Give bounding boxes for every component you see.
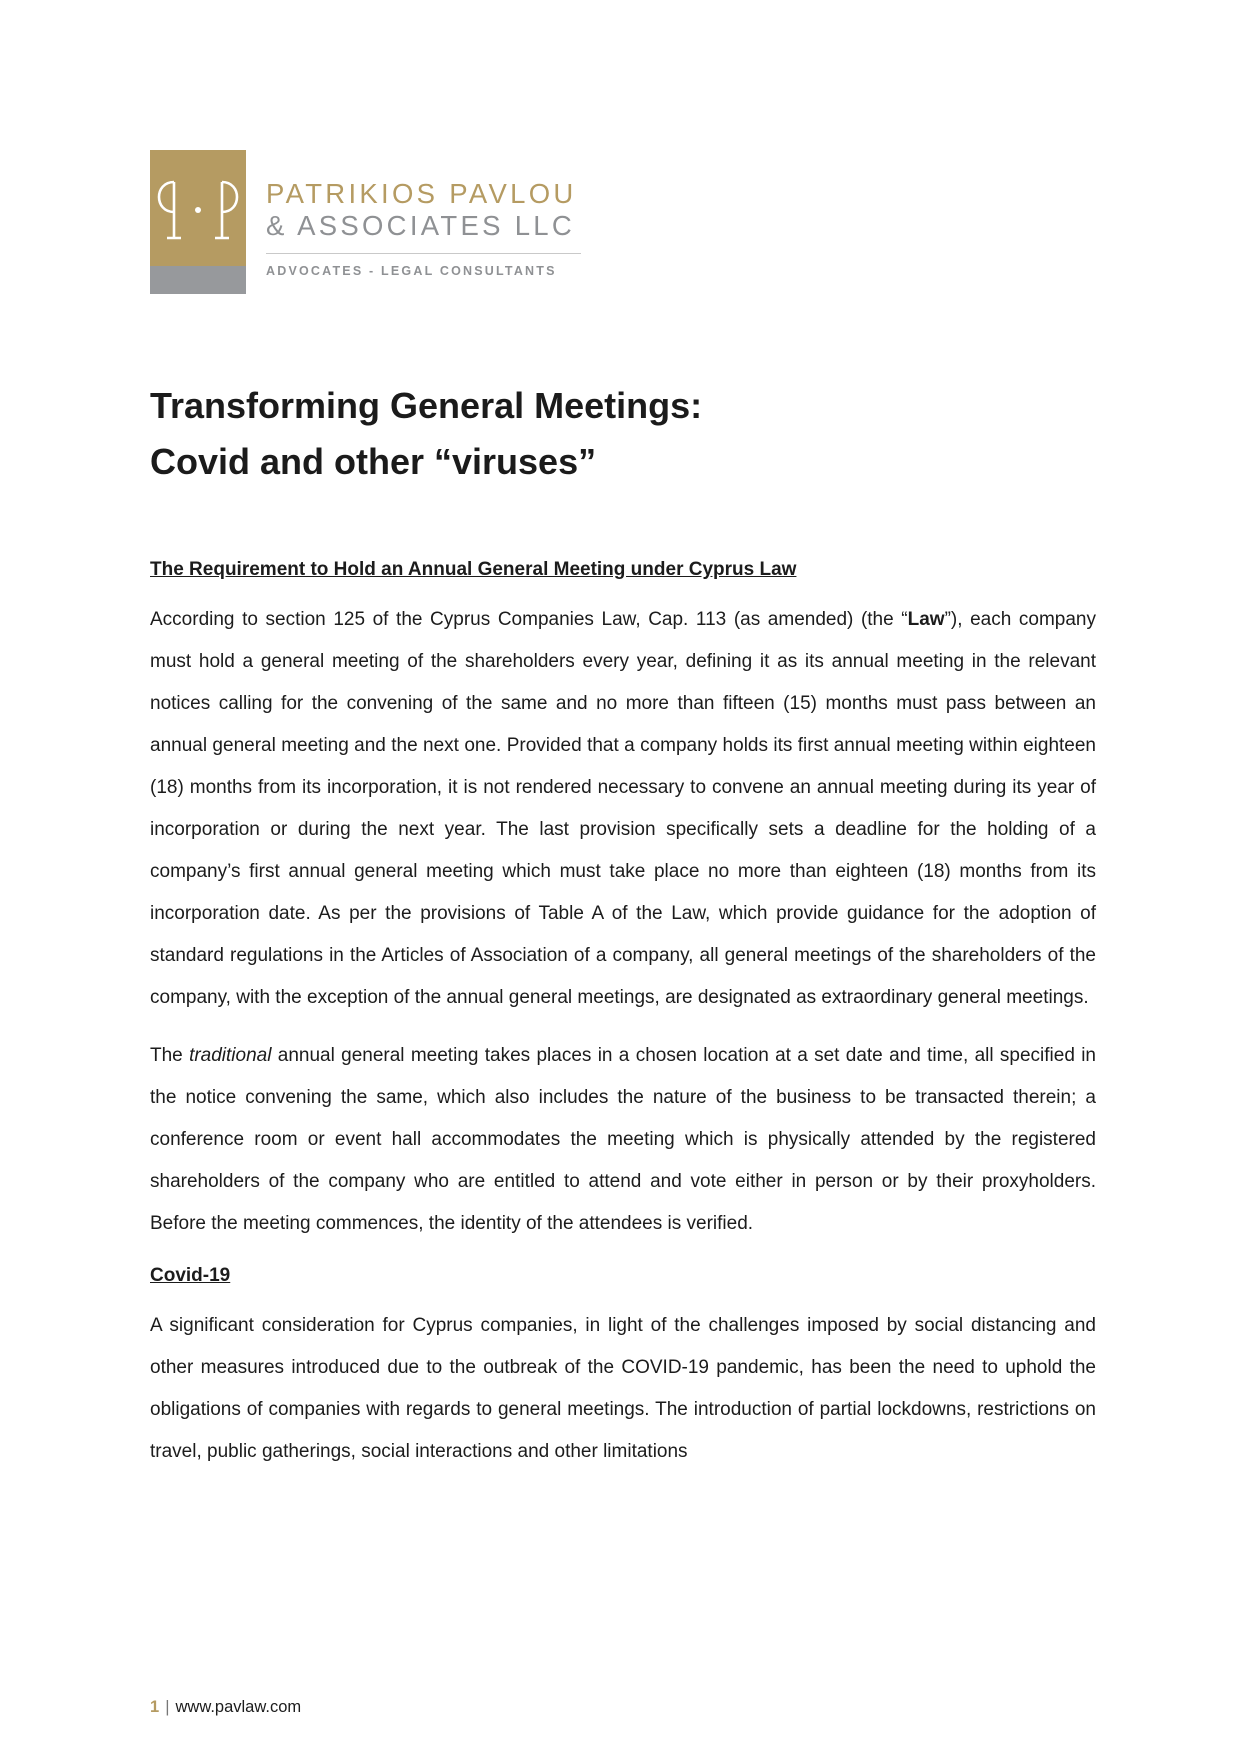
footer-website-link[interactable]: www.pavlaw.com: [175, 1698, 302, 1716]
paragraph-traditional-agm: [150, 1035, 1096, 1245]
section-heading-covid: Covid-19: [150, 1265, 231, 1286]
paragraph-section125: [150, 599, 1096, 1019]
logo-name-line2: & ASSOCIATES LLC: [266, 210, 576, 241]
p1-bold-law: Law: [907, 609, 945, 630]
page-number: 1: [150, 1698, 160, 1716]
paragraph-covid: A significant consideration for Cyprus companies, in light of the challenges imposed by social distancing and other measures introduced due to the outbreak of the COVID-19 pandemic, has been the need to uphold the obligations of companies with regards to general meetings. The introduction of partial lockdowns, restrictions on travel, public gatherings, social interactions and other limitations: [150, 1315, 1096, 1462]
document-title: [150, 378, 702, 490]
page-footer: [150, 1698, 301, 1717]
p2-text-before: The: [150, 1045, 190, 1066]
p2-italic-traditional: traditional: [189, 1045, 272, 1066]
document-body: [150, 555, 1096, 1489]
title-line2: Covid and other “viruses”: [150, 441, 597, 482]
footer-separator: |: [165, 1698, 170, 1716]
p1-text-after: ”), each company must hold a general meeting of the shareholders every year, defining it as its annual meeting in the relevant notices calling for the convening of the same and no more than fifteen (15) months must pass between an annual general meeting and the next one. Provided that a company holds its first annual meeting within eighteen (18) months from its incorporation, it is not rendered necessary to convene an annual meeting during its year of incorporation or during the next year. The last provision specifically sets a deadline for the holding of a company’s first annual general meeting which must take place no more than eighteen (18) months from its incorporation date. As per the provisions of Table A of the Law, which provide guidance for the adoption of standard regulations in the Articles of Association of a company, all general meetings of the shareholders of the company, with the exception of the annual general meetings, are designated as extraordinary general meetings.: [150, 609, 1096, 1008]
logo-divider: [266, 253, 581, 254]
logo-monogram-block: [150, 150, 246, 266]
section-heading-agm-requirement: The Requirement to Hold an Annual General Meeting under Cyprus Law: [150, 559, 797, 580]
logo-tagline: ADVOCATES - LEGAL CONSULTANTS: [266, 264, 557, 278]
logo-name-line1: PATRIKIOS PAVLOU: [266, 178, 577, 209]
title-line1: Transforming General Meetings:: [150, 385, 703, 426]
monogram-pp-icon: [150, 150, 246, 266]
firm-logo: [150, 150, 590, 295]
p2-text-after: annual general meeting takes places in a chosen location at a set date and time, all specified in the notice convening the same, which also includes the nature of the business to be transacted therein; a conference room or event hall accommodates the meeting which is physically attended by the registered shareholders of the company who are entitled to attend and vote either in person or by their proxyholders. Before the meeting commences, the identity of the attendees is verified.: [150, 1045, 1096, 1234]
p1-text-before: According to section 125 of the Cyprus Companies Law, Cap. 113 (as amended) (the “: [150, 609, 908, 630]
logo-grey-bar: [150, 266, 246, 294]
